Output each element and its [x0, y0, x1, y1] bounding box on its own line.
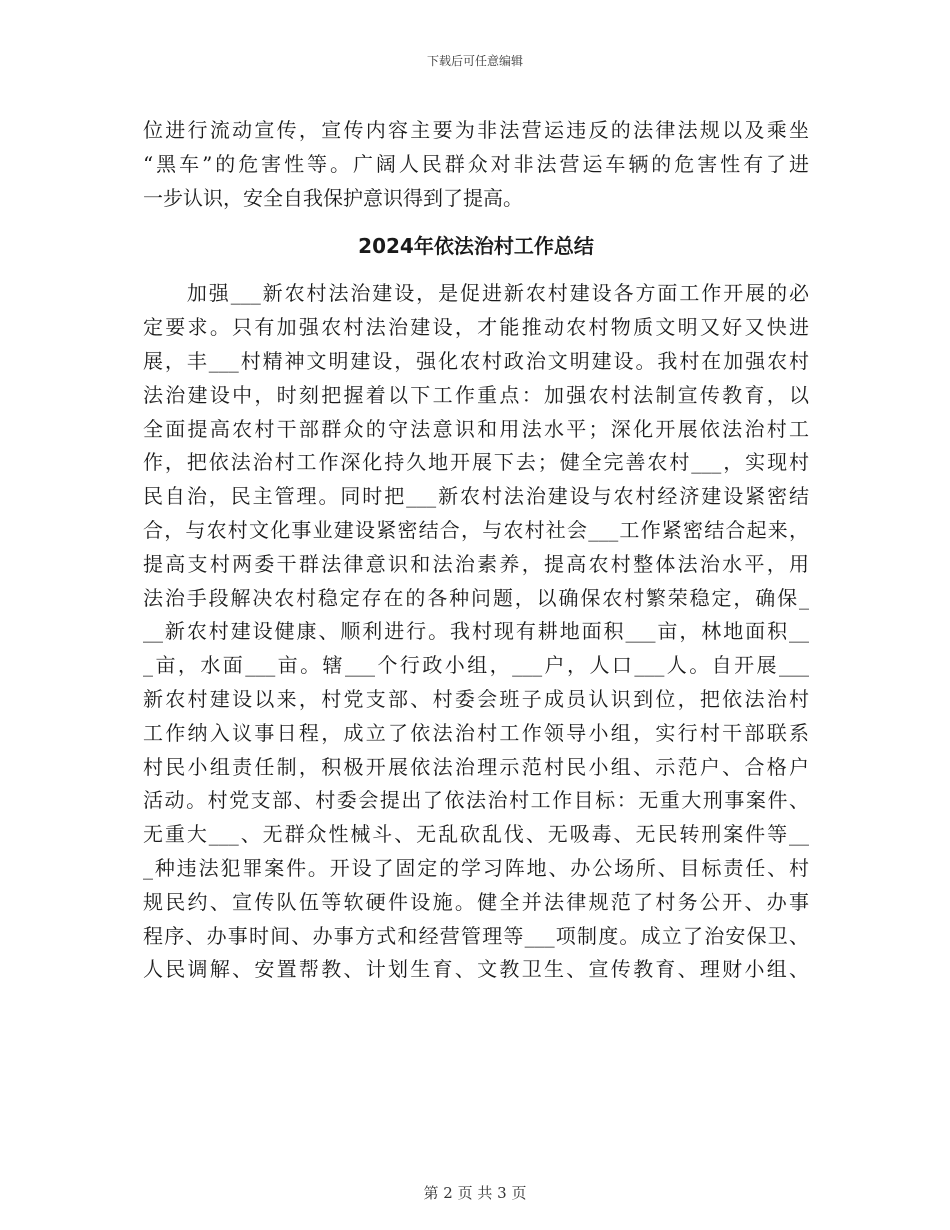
- text-line: 村民小组责任制，积极开展依法治理示范村民小组、示范户、合格户: [143, 754, 809, 779]
- document-body: [143, 114, 809, 987]
- intro-paragraph: [143, 114, 809, 215]
- page-header: 下载后可任意编辑: [426, 54, 523, 68]
- text-line: 工作纳入议事日程，成立了依法治村工作领导小组，实行村干部联系: [143, 720, 809, 745]
- text-line: 加强___新农村法治建设，是促进新农村建设各方面工作开展的必: [143, 281, 809, 306]
- text-line: 程序、办事时间、办事方式和经营管理等___项制度。成立了治安保卫、: [143, 923, 809, 948]
- text-line: 位进行流动宣传，宣传内容主要为非法营运违反的法律法规以及乘坐: [143, 118, 809, 142]
- text-line: 无重大___、无群众性械斗、无乱砍乱伐、无吸毒、无民转刑案件等__: [143, 822, 809, 847]
- text-line: __新农村建设健康、顺利进行。我村现有耕地面积___亩，林地面积__: [143, 619, 809, 644]
- text-line: “黑车”的危害性等。广阔人民群众对非法营运车辆的危害性有了进: [143, 151, 809, 176]
- body-paragraph: [143, 277, 809, 987]
- page-number: 第 2 页 共 3 页: [423, 1184, 527, 1202]
- text-line: 全面提高农村干部群众的守法意识和用法水平；深化开展依法治村工: [143, 416, 809, 441]
- text-line: 展，丰___村精神文明建设，强化农村政治文明建设。我村在加强农村: [143, 348, 809, 373]
- text-line: 法治建设中，时刻把握着以下工作重点：加强农村法制宣传教育，以: [143, 382, 809, 407]
- text-line: 作，把依法治村工作深化持久地开展下去；健全完善农村___，实现村: [143, 450, 809, 475]
- text-line: 新农村建设以来，村党支部、村委会班子成员认识到位，把依法治村: [143, 686, 809, 711]
- text-line: 一步认识，安全自我保护意识得到了提高。: [143, 185, 523, 210]
- text-line: _亩，水面___亩。辖___个行政小组，___户，人口___人。自开展___: [143, 653, 809, 678]
- text-line: 活动。村党支部、村委会提出了依法治村工作目标：无重大刑事案件、: [143, 788, 809, 813]
- document-title: 2024年依法治村工作总结: [358, 234, 594, 259]
- text-line: 合，与农村文化事业建设紧密结合，与农村社会___工作紧密结合起来，: [143, 517, 809, 542]
- text-line: 规民约、宣传队伍等软硬件设施。健全并法律规范了村务公开、办事: [143, 889, 809, 914]
- text-line: 定要求。只有加强农村法治建设，才能推动农村物质文明又好又快进: [143, 315, 809, 340]
- text-line: 民自治，民主管理。同时把___新农村法治建设与农村经济建设紧密结: [143, 484, 809, 509]
- text-line: 法治手段解决农村稳定存在的各种问题，以确保农村繁荣稳定，确保_: [143, 585, 809, 610]
- text-line: _种违法犯罪案件。开设了固定的学习阵地、办公场所、目标责任、村: [143, 855, 809, 880]
- text-line: 提高支村两委干群法律意识和法治素养，提高农村整体法治水平，用: [143, 551, 809, 576]
- text-line: 人民调解、安置帮教、计划生育、文教卫生、宣传教育、理财小组、: [143, 957, 809, 982]
